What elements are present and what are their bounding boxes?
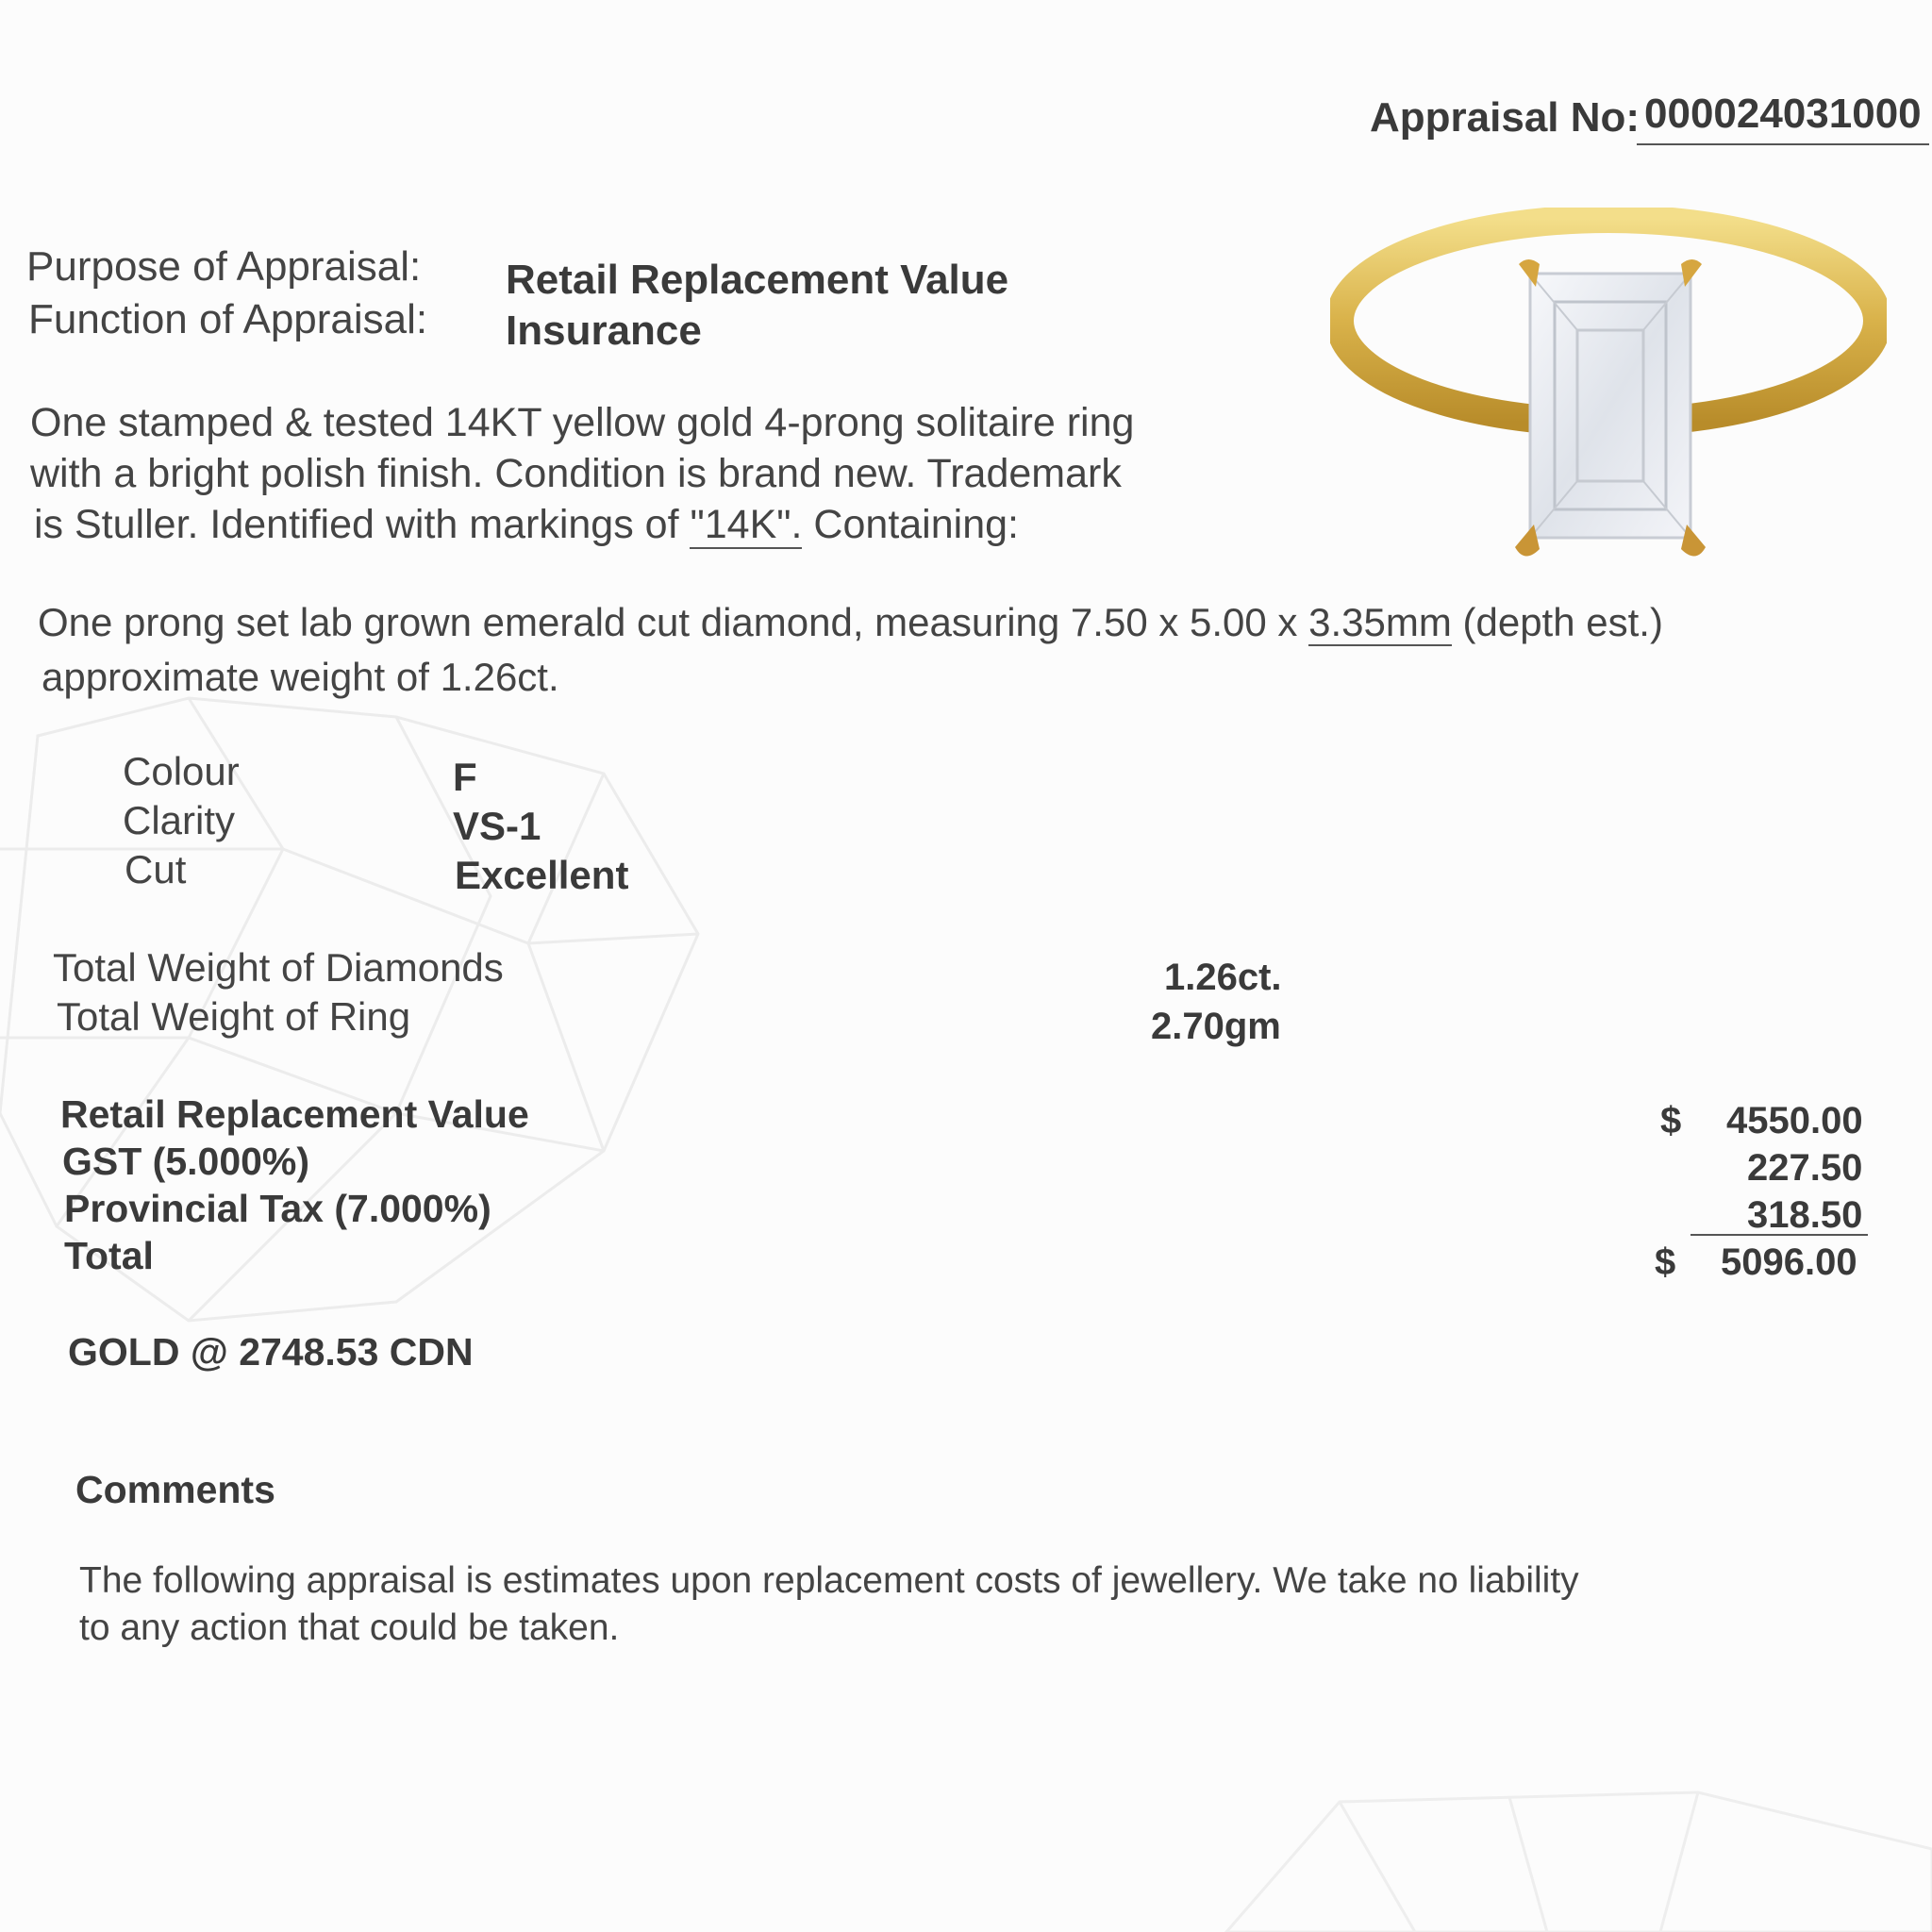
stone-line-1-pre: One prong set lab grown emerald cut diamond, measuring 7.50 x 5.00 x [38, 600, 1309, 644]
comments-line-2: to any action that could be taken. [79, 1607, 620, 1648]
retail-value-amount: 4550.00 [1726, 1100, 1863, 1141]
grading-label-colour: Colour [123, 749, 240, 793]
grading-label-clarity: Clarity [123, 798, 236, 842]
purpose-value: Retail Replacement Value [506, 257, 1009, 303]
stone-line-1 [38, 600, 1663, 645]
ring-photo [1330, 208, 1887, 566]
depth-value: 3.35mm [1308, 600, 1452, 644]
total-label: Total [64, 1234, 154, 1277]
weight-label-diamonds: Total Weight of Diamonds [53, 945, 504, 990]
total-amount: 5096.00 [1721, 1241, 1857, 1283]
appraisal-no-label: Appraisal No: [1370, 94, 1641, 141]
marking-value: "14K". [690, 502, 803, 547]
function-label: Function of Appraisal: [28, 296, 428, 342]
comments-line-1: The following appraisal is estimates upon replacement costs of jewellery. We take no liability [79, 1560, 1579, 1601]
grading-value-clarity: VS-1 [453, 804, 541, 848]
grading-value-colour: F [453, 755, 477, 799]
provincial-tax-label: Provincial Tax (7.000%) [64, 1187, 491, 1230]
description-line-1: One stamped & tested 14KT yellow gold 4-prong solitaire ring [30, 400, 1135, 445]
total-currency: $ [1655, 1241, 1676, 1283]
stone-line-2: approximate weight of 1.26ct. [42, 655, 559, 699]
weight-label-ring: Total Weight of Ring [57, 994, 411, 1039]
description-line-3-post: Containing: [802, 502, 1019, 547]
retail-currency: $ [1660, 1100, 1682, 1141]
comments-heading: Comments [75, 1468, 275, 1511]
gold-price: GOLD @ 2748.53 CDN [68, 1330, 474, 1374]
grading-value-cut: Excellent [455, 853, 629, 897]
retail-value-label: Retail Replacement Value [60, 1092, 529, 1136]
subtotal-rule [1690, 1234, 1868, 1236]
grading-label-cut: Cut [125, 847, 187, 891]
provincial-tax-amount: 318.50 [1747, 1194, 1863, 1236]
weight-value-ring: 2.70gm [1151, 1006, 1281, 1047]
description-line-3-pre: is Stuller. Identified with markings of [34, 502, 691, 547]
gst-amount: 227.50 [1747, 1147, 1863, 1189]
appraisal-no-value: 000024031000 [1637, 91, 1929, 145]
description-line-2: with a bright polish finish. Condition is brand new. Trademark [30, 451, 1122, 496]
description-line-3 [34, 502, 1019, 548]
purpose-label: Purpose of Appraisal: [26, 243, 422, 290]
weight-value-diamonds: 1.26ct. [1164, 957, 1282, 998]
function-value: Insurance [506, 308, 702, 354]
stone-line-1-post: (depth est.) [1451, 600, 1663, 644]
gst-label: GST (5.000%) [62, 1140, 310, 1183]
